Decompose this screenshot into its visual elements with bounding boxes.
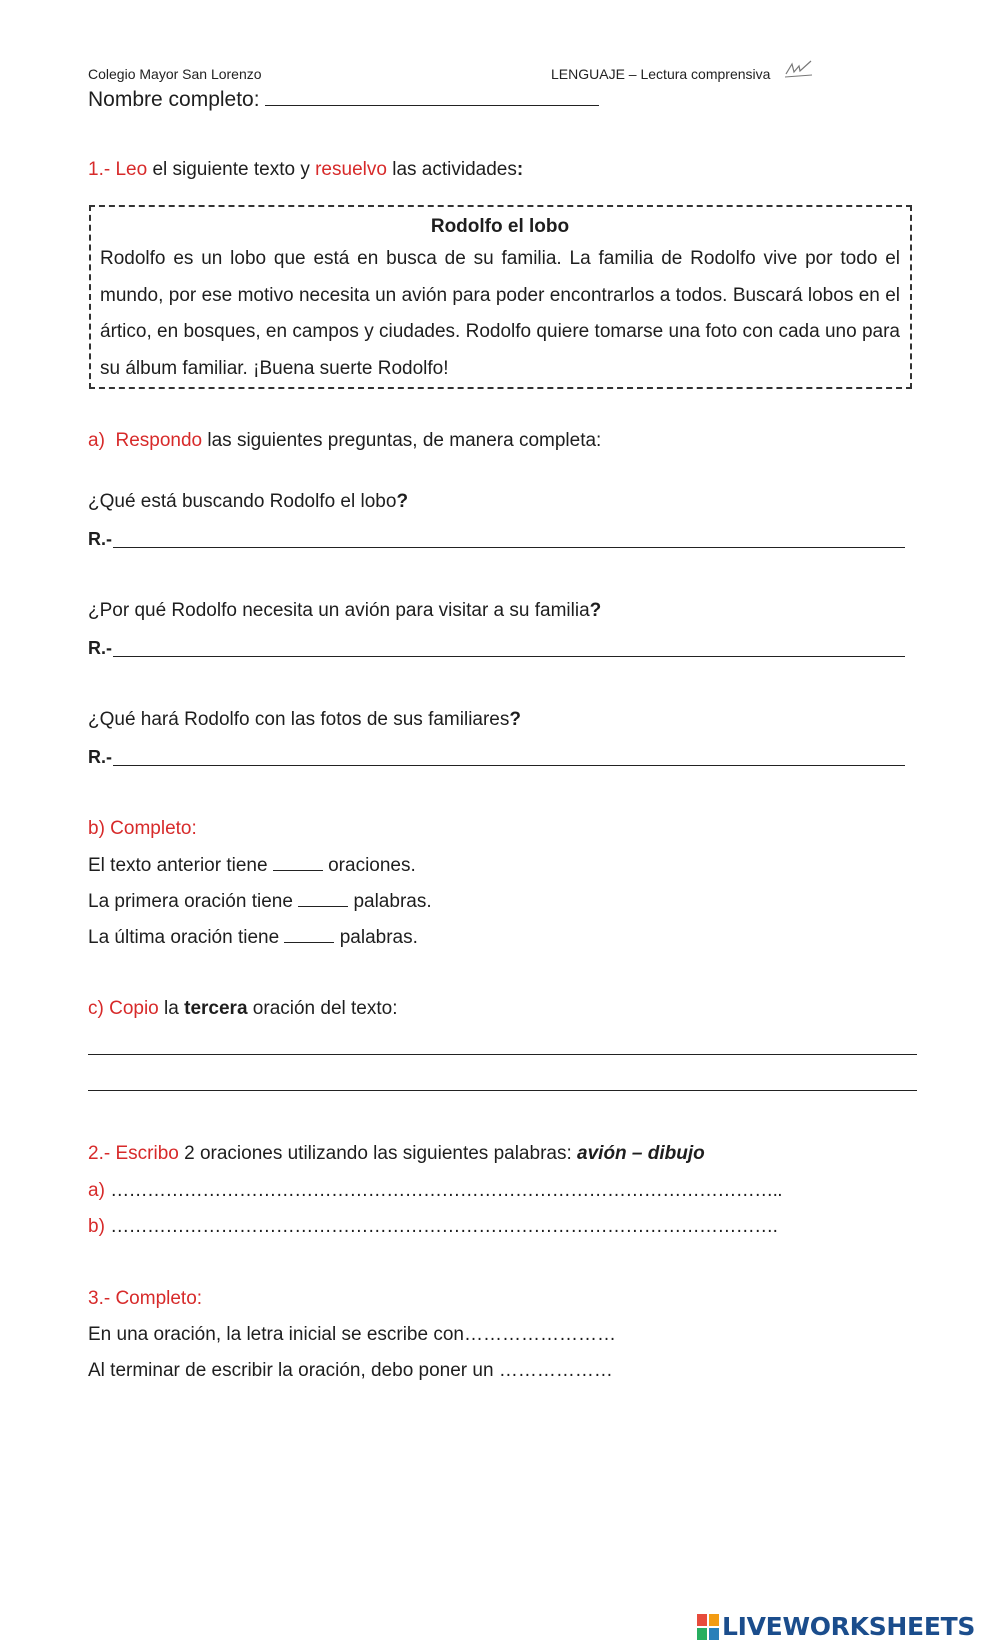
question-3-text: ¿Qué hará Rodolfo con las fotos de sus familiares [88,709,510,730]
answer-1-label: R.- [88,529,112,549]
name-label: Nombre completo: [88,88,260,111]
name-field-row [88,86,599,113]
answer-1-line[interactable] [113,547,905,548]
part-c-label: c) [88,998,104,1019]
liveworksheets-logo [697,1612,975,1641]
subject-title: LENGUAJE – Lectura comprensiva [551,66,771,82]
part-b-line-1-end: oraciones. [328,855,416,876]
liveworksheets-logo-text: LIVEWORKSHEETS [722,1612,976,1641]
part-a-verb: Respondo [115,430,203,451]
part-b-line-2-text: La primera oración tiene [88,891,293,912]
part-c-instruction [88,997,398,1021]
part-c-bold-word: tercera [184,998,248,1019]
section2-item-b[interactable] [88,1215,777,1239]
section1-verb-resuelvo: resuelvo [315,159,387,180]
question-mark: ? [589,600,602,621]
part-b-line-1-text: El texto anterior tiene [88,855,268,876]
part-b-line-3-end: palabras. [339,927,418,948]
question-mark: ? [396,491,409,512]
answer-3-label: R.- [88,747,112,767]
item-b-label: b) [88,1216,105,1237]
story-title: Rodolfo el lobo [430,216,570,237]
story-text: Rodolfo es un lobo que está en busca de su familia. La familia de Rodolfo vive por todo el mundo, por ese motivo necesita un avión para poder encontrarlos a todos. Buscará lobos en el ártico, en bosques, en campos y ciudades. Rodolfo quiere tomarse una foto con cada uno para su álbum familiar. [100,248,900,379]
part-a-text: las siguientes preguntas, de manera completa: [207,430,602,451]
item-a-dots: ……………………………………………………………………………………………….. [110,1180,782,1201]
part-c-verb: Copio [109,998,159,1019]
part-b-heading: b) Completo: [88,818,197,839]
blank-input[interactable] [298,889,348,907]
section3-heading: 3.- Completo: [88,1288,203,1309]
section1-verb-leo: Leo [115,159,148,180]
section1-text: el siguiente texto y [152,159,310,180]
section2-text: 2 oraciones utilizando las siguientes palabras: [184,1143,572,1164]
section2-number: 2.- [88,1143,111,1164]
answer-3-line[interactable] [113,765,905,766]
signature-icon [784,58,814,80]
section2-item-a[interactable] [88,1179,782,1203]
section1-colon: : [516,159,524,180]
question-2-text: ¿Por qué Rodolfo necesita un avión para visitar a su familia [88,600,590,621]
section2-words: avión – dibujo [577,1143,705,1164]
part-b-line-2-end: palabras. [353,891,432,912]
question-1-text: ¿Qué está buscando Rodolfo el lobo [88,491,397,512]
part-c-text: oración del texto: [252,998,398,1019]
story-box [89,205,912,389]
section1-text-end: las actividades [392,159,517,180]
blank-input[interactable] [284,925,334,943]
answer-2-line[interactable] [113,656,905,657]
liveworksheets-logo-icon [697,1614,719,1640]
section3-line-2[interactable]: Al terminar de escribir la oración, debo poner un ……………… [88,1360,613,1381]
question-mark: ? [509,709,521,730]
name-input-line[interactable] [265,86,599,106]
part-b-line-3 [88,925,418,950]
answer-2-label: R.- [88,638,112,658]
section2-verb: Escribo [115,1143,179,1164]
question-1 [88,490,408,514]
question-2 [88,599,601,623]
section1-instruction [88,158,523,182]
copy-line-2[interactable] [88,1090,917,1091]
part-a-instruction [88,429,601,453]
part-b-line-1 [88,853,416,878]
part-c-article: la [164,998,179,1019]
part-b-line-2 [88,889,432,914]
item-a-label: a) [88,1180,105,1201]
copy-line-1[interactable] [88,1054,917,1055]
part-a-label: a) [88,430,105,451]
story-ending: ¡Buena suerte Rodolfo! [253,357,449,379]
blank-input[interactable] [273,853,323,871]
section3-line-1[interactable]: En una oración, la letra inicial se escribe con…………………… [88,1324,616,1345]
story-body [100,241,900,387]
section1-number: 1.- [88,159,111,180]
school-name: Colegio Mayor San Lorenzo [88,66,262,82]
part-b-line-3-text: La última oración tiene [88,927,280,948]
question-3 [88,708,521,732]
item-b-dots: ………………………………………………………………………………………………. [110,1216,778,1237]
section2-instruction [88,1142,705,1166]
